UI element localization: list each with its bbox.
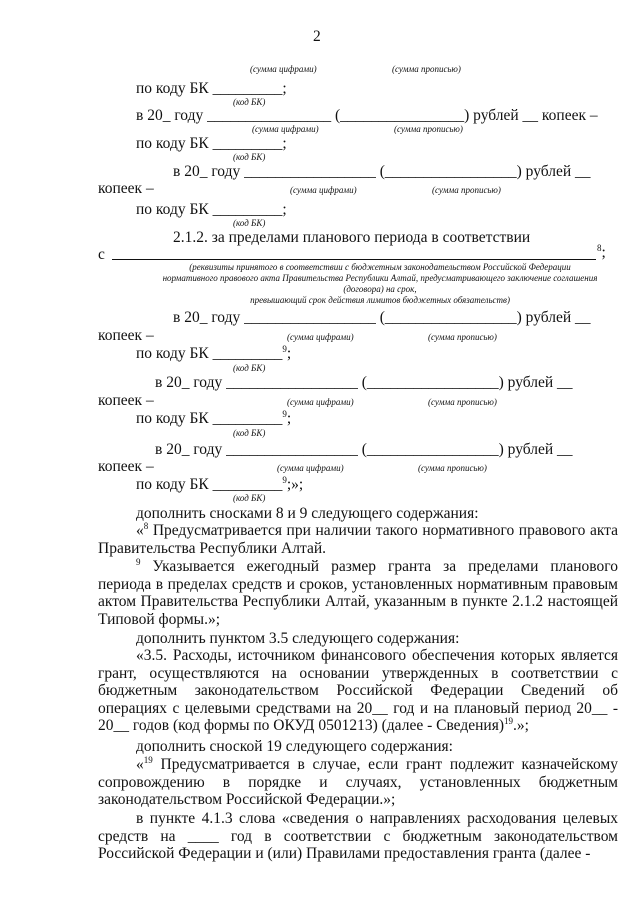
kopeks-label: копеек – — [98, 458, 154, 475]
paragraph: в пункте 4.1.3 слова «сведения о направлениях расходования целевых средств на ____ год в соответствии с бюджетным законодательством Российской Федерации и (или) Правилами предоставления гранта (далее - — [98, 810, 618, 862]
code-bk-line: по коду БК _________; — [136, 201, 287, 218]
caption-sum-digits: (сумма цифрами) — [290, 185, 357, 195]
code-bk-line: по коду БК _________$^9$; — [136, 343, 292, 362]
paragraph-footnote-8: «$^8$ Предусматривается при наличии такого нормативного правового акта Правительства Республики Алтай. — [98, 520, 618, 557]
s-suffix: $^8$; — [597, 242, 606, 261]
caption-sum-words: (сумма прописью) — [418, 463, 487, 473]
kopeks-label: копеек – — [98, 180, 154, 197]
caption-code-bk: (код БК) — [233, 363, 266, 373]
year-line: в 20_ году _________________ (_________________) рублей __ — [155, 441, 573, 458]
year-line: в 20_ году _________________ (_________________) рублей __ — [155, 374, 573, 391]
paragraph: дополнить сносками 8 и 9 следующего содержания: — [136, 505, 479, 522]
code-bk-line: по коду БК _________$^9$; — [136, 408, 292, 427]
caption-code-bk: (код БК) — [233, 218, 266, 228]
caption-sum-digits: (сумма цифрами) — [287, 332, 354, 342]
code-bk-line: по коду БК _________$^9$;»; — [136, 474, 304, 493]
caption-sum-digits: (сумма цифрами) — [250, 64, 317, 74]
page-number: 2 — [313, 28, 321, 45]
kopeks-label: копеек – — [98, 327, 154, 344]
year-line: в 20_ году ________________ (________________) рублей __ копеек – — [136, 107, 598, 124]
paragraph: дополнить пунктом 3.5 следующего содержания: — [136, 630, 460, 647]
caption-code-bk: (код БК) — [233, 428, 266, 438]
code-bk-line: по коду БК _________; — [136, 80, 287, 97]
code-bk-line: по коду БК _________; — [136, 135, 287, 152]
paragraph-footnote-9: $^9$ Указывается ежегодный размер гранта за пределами планового периода в пределах средств и сроков, установленных нормативным правовым актом Правительства Республики Алтай, указанным в пункте 2.1.2 настоящей Типовой формы.»; — [98, 556, 618, 628]
kopeks-label: копеек – — [98, 392, 154, 409]
requisites-underline — [112, 259, 596, 260]
caption-code-bk: (код БК) — [233, 152, 266, 162]
section-heading: 2.1.2. за пределами планового периода в соответствии — [173, 229, 531, 246]
caption-requisites: (реквизиты принятого в соответствии с бюджетным законодательством Российской Федерации нормативного правового акта Правительства Республики Алтай, предусматривающего заключение соглашения (договора) на срок, превышающий срок действия лимитов бюджетных обязательств) — [162, 262, 598, 305]
caption-code-bk: (код БК) — [233, 97, 266, 107]
caption-sum-digits: (сумма цифрами) — [252, 124, 319, 134]
caption-sum-words: (сумма прописью) — [432, 185, 501, 195]
paragraph-footnote-19: «$^{19}$ Предусматривается в случае, если грант подлежит казначейскому сопровождению в порядке и случаях, установленных бюджетным законодательством Российской Федерации.»; — [98, 754, 618, 808]
caption-sum-digits: (сумма цифрами) — [287, 397, 354, 407]
caption-sum-words: (сумма прописью) — [394, 124, 463, 134]
paragraph: дополнить сноской 19 следующего содержания: — [136, 738, 453, 755]
caption-code-bk: (код БК) — [233, 493, 266, 503]
caption-sum-words: (сумма прописью) — [428, 332, 497, 342]
paragraph-section-3-5: «3.5. Расходы, источником финансового обеспечения которых является грант, осуществляются на основании утвержденных в соответствии с бюджетным законодательством Российской Федерации Сведений об операциях с целевыми средствами на 20__ год и на плановый период 20__ - 20__ годов (код формы по ОКУД 0501213) (далее - Сведения)$^{19}$.»; — [98, 647, 618, 734]
caption-sum-digits: (сумма цифрами) — [277, 463, 344, 473]
caption-sum-words: (сумма прописью) — [428, 397, 497, 407]
s-prefix: с — [98, 246, 105, 263]
year-line: в 20_ году _________________ (_________________) рублей __ — [173, 309, 591, 326]
year-line: в 20_ году _________________ (_________________) рублей __ — [173, 163, 591, 180]
caption-sum-words: (сумма прописью) — [392, 64, 461, 74]
